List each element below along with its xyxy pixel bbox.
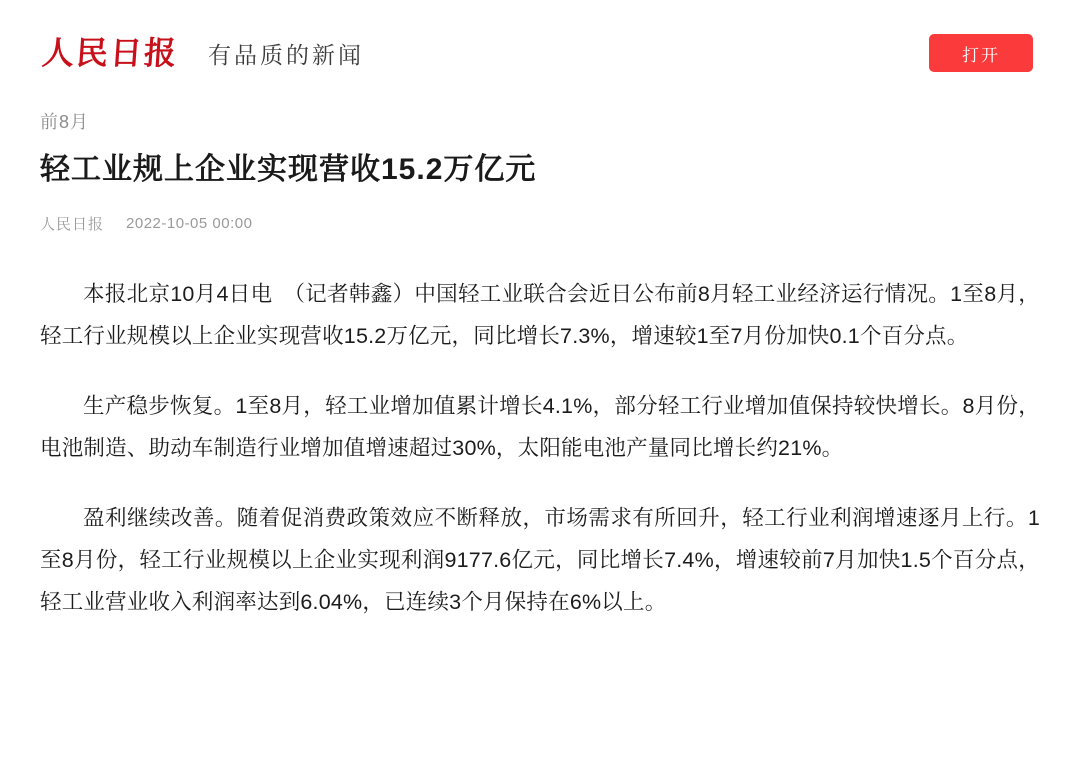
article-source: 人民日报 [40,216,105,233]
page-title: 轻工业规上企业实现营收15.2万亿元 [40,153,537,186]
peoples-daily-logo: 人民日报 [40,35,180,71]
article-paragraph: 盈利继续改善。随着促消费政策效应不断释放，市场需求有所回升，轻工行业利润增速逐月上行。1至8月份，轻工行业规模以上企业实现利润9177.6亿元，同比增长7.4%，增速较前7月加快1.5个百分点，轻工业营业收入利润率达到6.04%，已连续3个月保持在6%以上。 [40,505,1040,614]
site-header [40,0,1040,80]
article-body [40,274,1040,653]
brand-slogan: 有品质的新闻 [208,42,365,68]
article-paragraph: 生产稳步恢复。1至8月，轻工业增加值累计增长4.1%，部分轻工行业增加值保持较快增长。8月份，电池制造、助动车制造行业增加值增速超过30%，太阳能电池产量同比增长约21%。 [40,393,1040,460]
article-kicker: 前8月 [40,112,90,132]
article-meta [40,213,1040,234]
article-date: 2022-10-05 00:00 [126,215,253,232]
open-app-button[interactable]: 打开 [929,34,1033,72]
article-paragraph: 本报北京10月4日电 （记者韩鑫）中国轻工业联合会近日公布前8月轻工业经济运行情况。1至8月，轻工行业规模以上企业实现营收15.2万亿元，同比增长7.3%，增速较1至7月份加快0.1个百分点。 [40,282,1040,348]
